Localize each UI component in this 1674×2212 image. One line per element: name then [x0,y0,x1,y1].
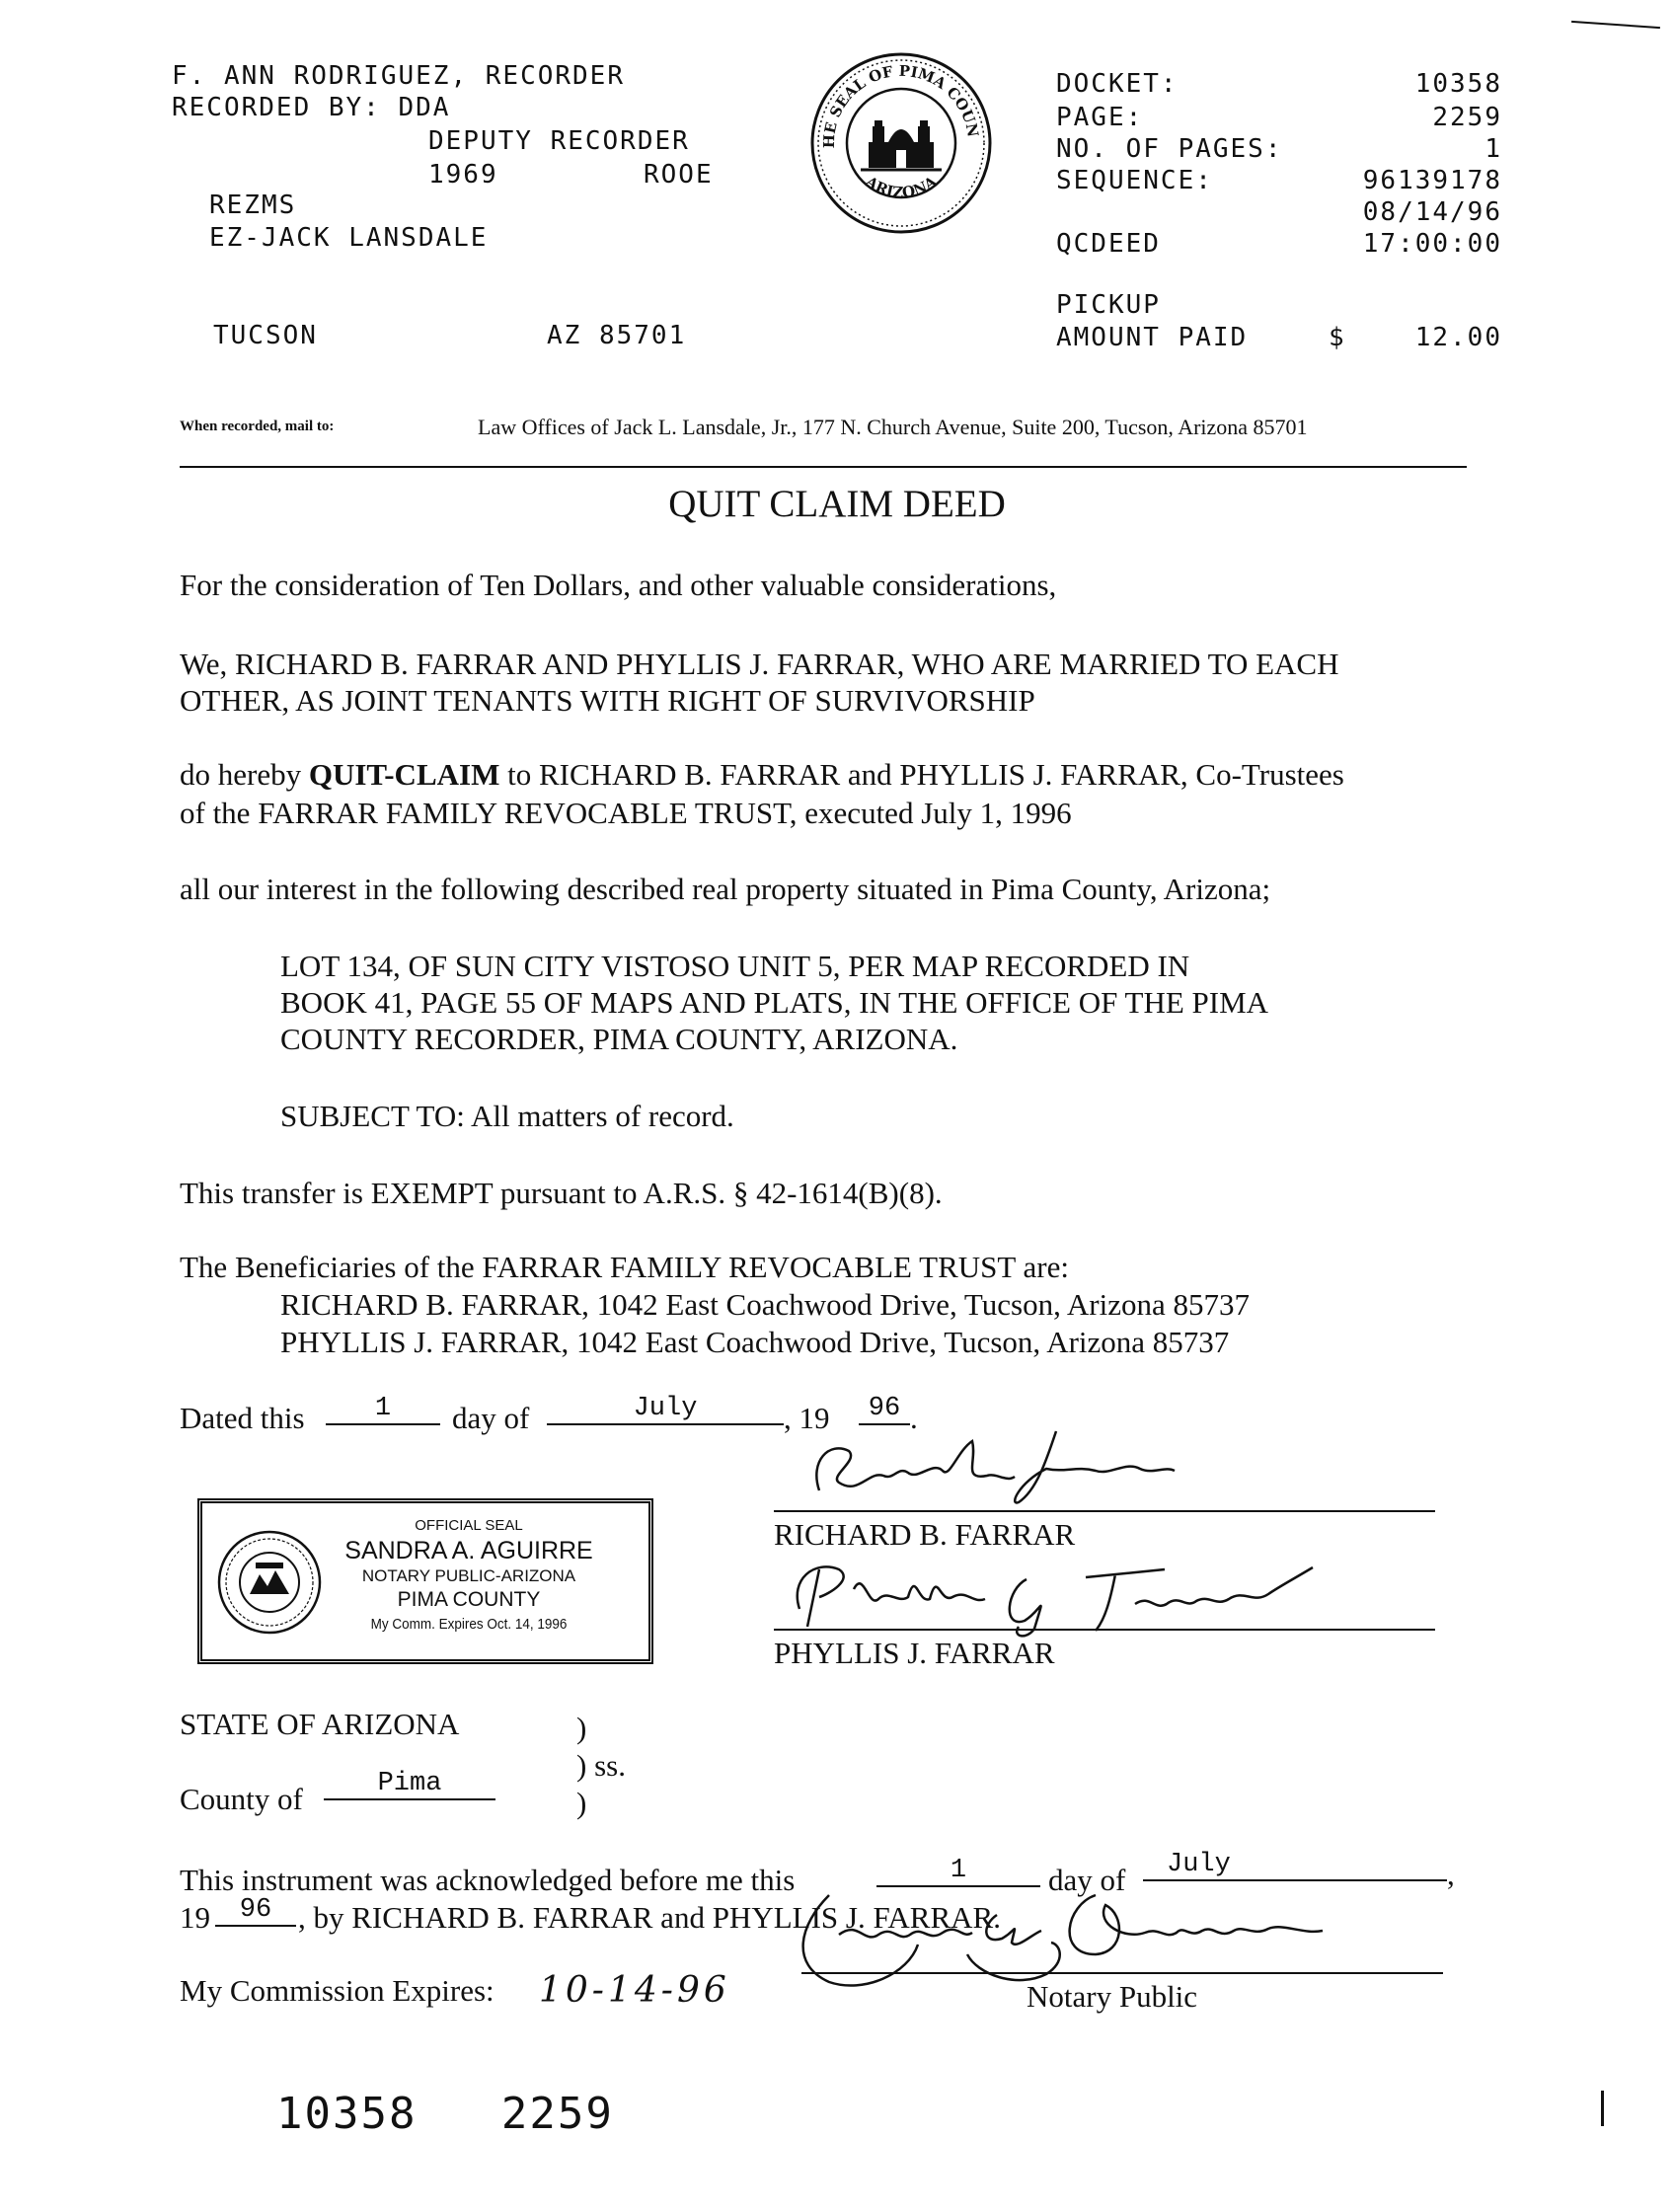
notary-signature-line [801,1972,1443,1974]
svg-text:ARIZONA: ARIZONA [862,172,941,202]
beneficiary-2: PHYLLIS J. FARRAR, 1042 East Coachwood Drive, Tucson, Arizona 85737 [280,1325,1230,1359]
grantors-text-line2: OTHER, AS JOINT TENANTS WITH RIGHT OF SURVIVORSHIP [180,683,1035,718]
ack-rest: , by RICHARD B. FARRAR and PHYLLIS J. FARRAR. [298,1900,1001,1935]
ack-day-field: 1 [876,1856,1040,1887]
signature-richard-farrar [760,1421,1224,1510]
amount-paid-label: AMOUNT PAID [1056,323,1249,352]
svg-text:THE SEAL OF PIMA COUNTY: HE SEAL OF PIMA COUN [819,61,982,149]
submitter-city: TUCSON [213,321,318,350]
grantors-text-line1: We, RICHARD B. FARRAR AND PHYLLIS J. FARRAR, WHO ARE MARRIED TO EACH [180,647,1339,681]
ack-month-field: July [1143,1850,1447,1881]
mail-to-label: When recorded, mail to: [180,419,335,434]
document-type: QCDEED [1056,229,1161,259]
signature-line-1 [774,1510,1435,1512]
pages-count-label: NO. OF PAGES: [1056,134,1283,164]
beneficiaries-intro: The Beneficiaries of the FARRAR FAMILY REVOCABLE TRUST are: [180,1250,1069,1284]
stamp-notary-name: SANDRA A. AGUIRRE [344,1537,593,1564]
ack-century: 19 [180,1900,210,1935]
recorder-ref: REZMS [209,191,297,220]
sequence-value: 96139178 [1362,166,1502,195]
document-title: QUIT CLAIM DEED [668,483,1006,525]
dated-month-field: July [547,1394,784,1425]
beneficiary-1: RICHARD B. FARRAR, 1042 East Coachwood Drive, Tucson, Arizona 85737 [280,1287,1250,1322]
page-label: PAGE: [1056,103,1144,132]
commission-expires-value: 10-14-96 [539,1970,730,2011]
ack-day-of: day of [1048,1863,1126,1897]
signature-notary [770,1866,1392,1994]
exempt-text: This transfer is EXEMPT pursuant to A.R.S. § 42-1614(B)(8). [180,1176,943,1210]
deputy-recorder: DEPUTY RECORDER [428,126,690,156]
mail-to-address: Law Offices of Jack L. Lansdale, Jr., 177 N. Church Avenue, Suite 200, Tucson, Arizona 85701 [478,415,1308,439]
signature-line-2 [774,1629,1435,1631]
subject-to-text: SUBJECT TO: All matters of record. [280,1099,734,1133]
recorded-by: RECORDED BY: DDA [172,93,451,122]
recorder-name: F. ANN RODRIGUEZ, RECORDER [172,61,625,91]
dated-century: , 19 [784,1401,830,1435]
sequence-label: SEQUENCE: [1056,166,1213,195]
dated-day-of: day of [452,1401,530,1435]
ack-year-field: 96 [215,1895,296,1927]
stamp-notary-title: NOTARY PUBLIC-ARIZONA [361,1566,576,1585]
venue-county-field: Pima [324,1769,495,1800]
pages-count-value: 1 [1484,134,1502,164]
dated-year-field: 96 [859,1394,910,1425]
recorder-code-left: 1969 [428,160,498,190]
scan-mark [1571,21,1660,29]
venue-state: STATE OF ARIZONA [180,1707,460,1741]
quitclaim-text-line1 [180,756,1344,793]
legal-description-line1: LOT 134, OF SUN CITY VISTOSO UNIT 5, PER MAP RECORDED IN [280,949,1190,983]
venue-county-label: County of [180,1782,303,1816]
quitclaim-pre: do hereby [180,757,302,792]
recorder-code-right: ROOE [644,160,714,190]
venue-paren-1: ) [576,1711,587,1745]
county-seal-emblem-icon [809,51,993,235]
venue-ss: ) ss. [576,1748,626,1783]
footer-docket-page: 10358 2259 [276,2089,614,2139]
quitclaim-keyword: QUIT-CLAIM [308,757,500,792]
stamp-expiration: My Comm. Expires Oct. 14, 1996 [370,1616,568,1633]
ack-comma: , [1447,1857,1455,1891]
notary-stamp [197,1498,653,1664]
quitclaim-post: to RICHARD B. FARRAR and PHYLLIS J. FARRAR, Co-Trustees [507,757,1344,792]
docket-value: 10358 [1414,69,1502,99]
signature-phyllis-farrar [760,1550,1342,1639]
venue-paren-2: ) [576,1786,587,1820]
submitter-state-zip: AZ 85701 [547,321,687,350]
interest-text: all our interest in the following described real property situated in Pima County, Arizona; [180,872,1271,906]
recording-date: 08/14/96 [1362,197,1502,227]
amount-paid-value: 12.00 [1414,323,1502,352]
signer-1-name: RICHARD B. FARRAR [774,1517,1076,1552]
header-divider [180,466,1467,468]
legal-description-line2: BOOK 41, PAGE 55 OF MAPS AND PLATS, IN THE OFFICE OF THE PIMA [280,985,1269,1020]
legal-description-line3: COUNTY RECORDER, PIMA COUNTY, ARIZONA. [280,1022,958,1056]
submitter-name: EZ-JACK LANSDALE [209,223,489,253]
signer-2-name: PHYLLIS J. FARRAR [774,1636,1055,1670]
pickup-label: PICKUP [1056,290,1161,320]
amount-currency: $ [1329,323,1346,352]
consideration-text: For the consideration of Ten Dollars, and other valuable considerations, [180,568,1057,602]
dated-day-field: 1 [326,1394,440,1425]
dated-prefix: Dated this [180,1401,305,1435]
dated-end: . [910,1401,918,1435]
stamp-title: OFFICIAL SEAL [415,1517,523,1534]
notary-public-label: Notary Public [1027,1979,1198,2014]
scan-margin-mark [1601,2091,1604,2126]
docket-label: DOCKET: [1056,69,1179,99]
stamp-county: PIMA COUNTY [397,1588,541,1611]
quitclaim-text-line2: of the FARRAR FAMILY REVOCABLE TRUST, executed July 1, 1996 [180,796,1072,830]
county-seal [809,51,993,235]
ack-prefix: This instrument was acknowledged before me this [180,1863,796,1897]
page-value: 2259 [1432,103,1502,132]
recording-time: 17:00:00 [1362,229,1502,259]
commission-expires-label: My Commission Expires: [180,1973,495,2008]
